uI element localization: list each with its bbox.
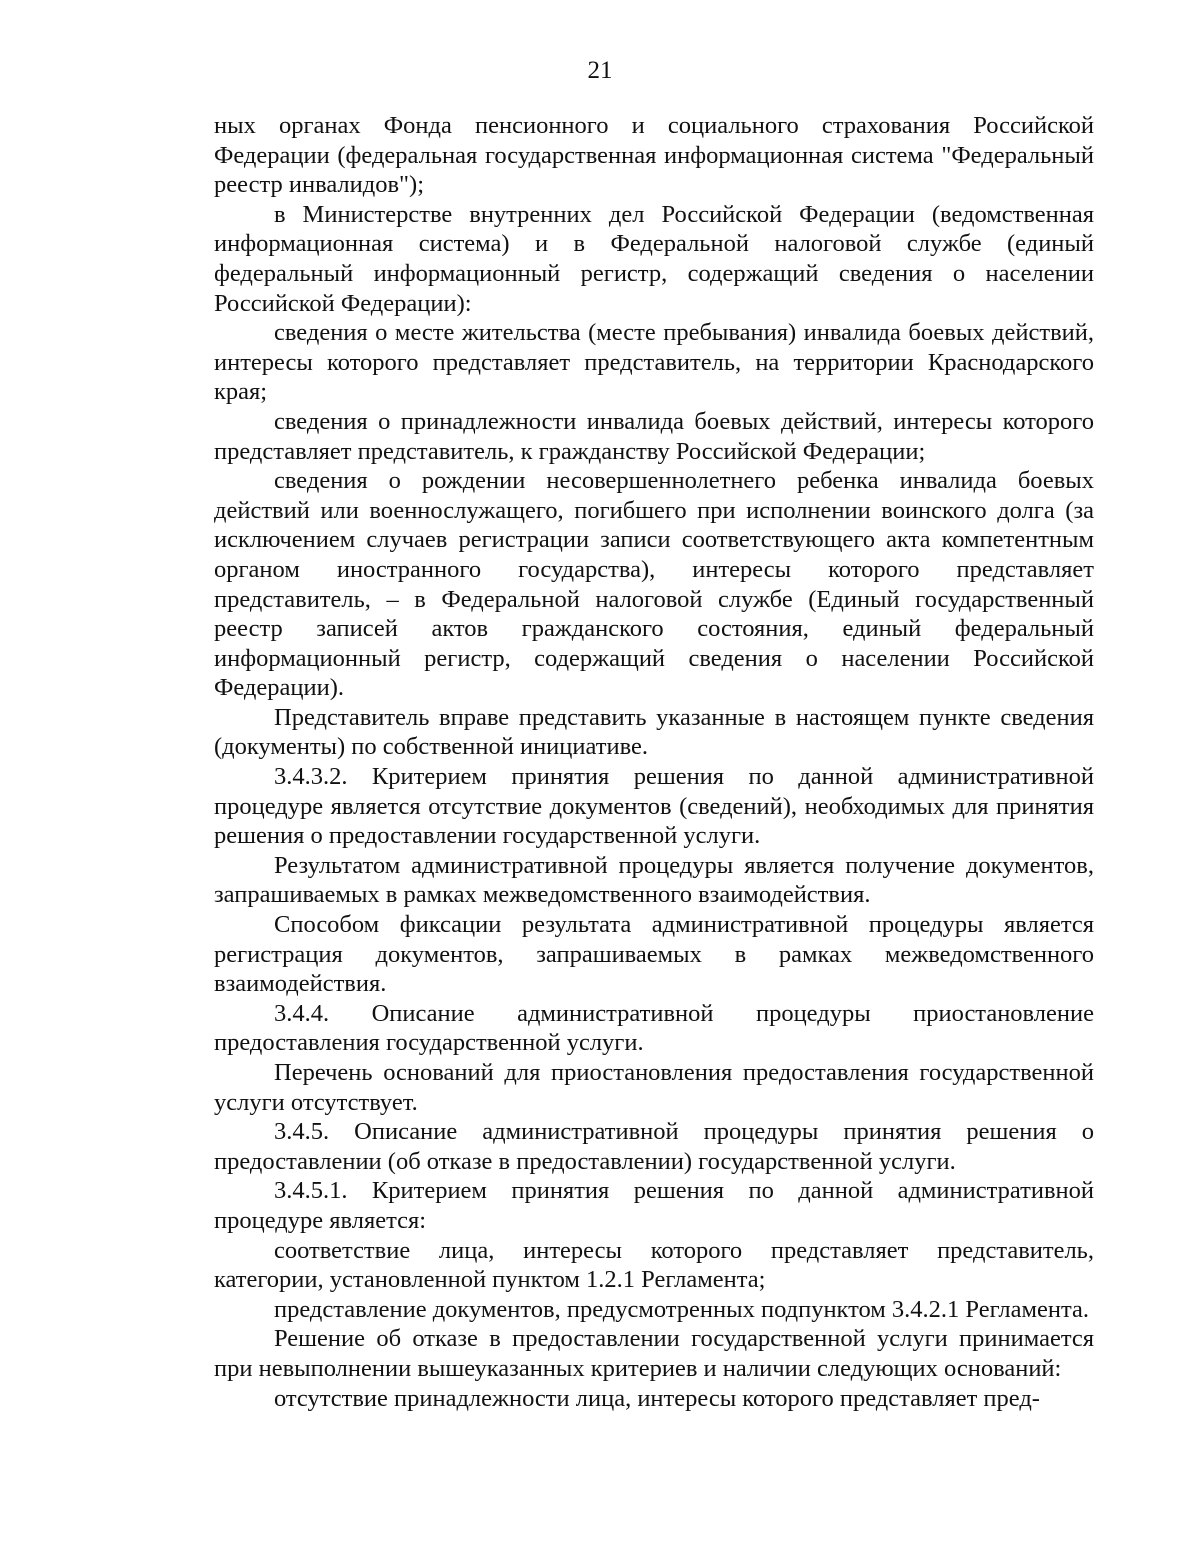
paragraph: Способом фиксации результата административной процедуры является регистрация документов, запрашиваемых в рамках межведомственного взаимодействия. [214, 911, 1094, 998]
paragraph: 3.4.5.1. Критерием принятия решения по данной административной процедуре является: [214, 1177, 1094, 1234]
paragraph: 3.4.5. Описание административной процедуры принятия решения о предоставлении (об отказе в предоставлении) государственной услуги. [214, 1118, 1094, 1175]
paragraph: Результатом административной процедуры является получение документов, запрашиваемых в рамках межведомственного взаимодействия. [214, 851, 1094, 909]
paragraph: сведения о принадлежности инвалида боевых действий, интересы которого представляет представитель, к гражданству Российской Федерации; [214, 407, 1094, 465]
paragraph: соответствие лица, интересы которого представляет представитель, категории, установленной пунктом 1.2.1 Регламента; [214, 1236, 1094, 1294]
paragraph: 3.4.3.2. Критерием принятия решения по данной административной процедуре является отсутствие документов (сведений), необходимых для принятия решения о предоставлении государственной услуги. [214, 763, 1094, 850]
paragraph: сведения о рождении несовершеннолетнего ребенка инвалида боевых действий или военнослужащего, погибшего при исполнении воинского долга (за исключением случаев регистрации записи соответствующего акта компетентным органом иностранного государства), интересы которого представляет представитель, – в Федеральной налоговой службе (Единый государственный реестр записей актов гражданского состояния, единый федеральный информационный регистр, содержащий сведения о населении Российской Федерации). [214, 467, 1094, 702]
paragraph: Перечень оснований для приостановления предоставления государственной услуги отсутствует. [214, 1059, 1094, 1116]
page-number: 21 [587, 57, 613, 84]
paragraph: 3.4.4. Описание административной процедуры приостановление предоставления государственной услуги. [214, 999, 1094, 1057]
paragraph: Представитель вправе представить указанные в настоящем пункте сведения (документы) по собственной инициативе. [214, 703, 1094, 761]
paragraph: сведения о месте жительства (месте пребывания) инвалида боевых действий, интересы которого представляет представитель, на территории Краснодарского края; [214, 319, 1094, 406]
paragraph: ных органах Фонда пенсионного и социального страхования Российской Федерации (федеральная государственная информационная система "Федеральный реестр инвалидов"); [214, 112, 1094, 199]
paragraph: отсутствие принадлежности лица, интересы которого представляет пред- [274, 1384, 1040, 1412]
paragraph: Решение об отказе в предоставлении государственной услуги принимается при невыполнении вышеуказанных критериев и наличии следующих оснований: [214, 1325, 1094, 1382]
paragraph: в Министерстве внутренних дел Российской Федерации (ведомственная информационная система) и в Федеральной налоговой службе (единый федеральный информационный регистр, содержащий сведения о населении Российской Федерации): [214, 200, 1094, 317]
paragraph: представление документов, предусмотренных подпунктом 3.4.2.1 Регламента. [274, 1295, 1090, 1323]
document-body [214, 111, 1094, 1413]
